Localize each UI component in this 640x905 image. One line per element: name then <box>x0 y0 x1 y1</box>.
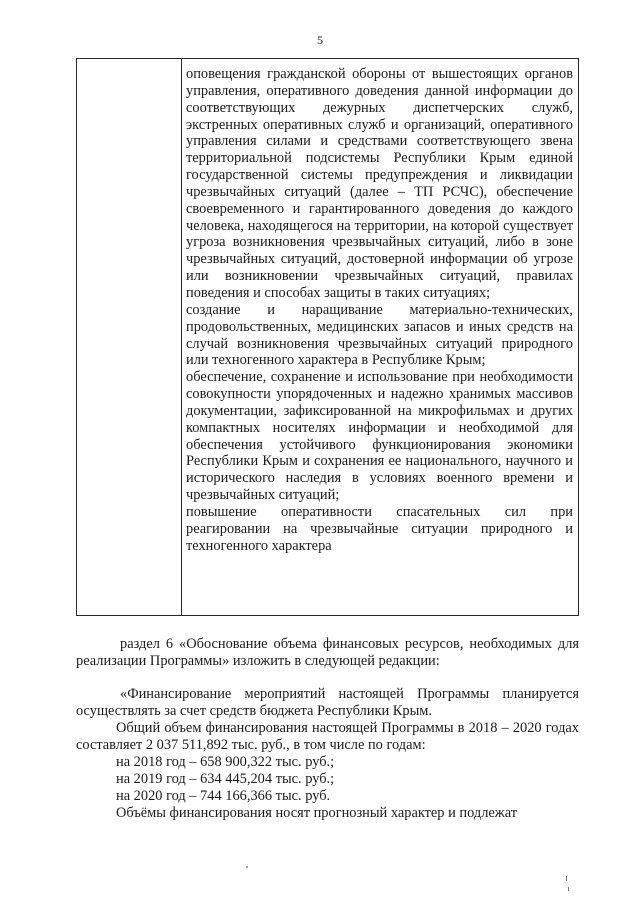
section-intro-text: раздел 6 «Обоснование объема финансовых ресурсов, необходимых для реализации Программы» изложить в следующей редакции: <box>76 636 579 669</box>
financing-intro-text: «Финансирование мероприятий настоящей Программы планируется осуществлять за счет средств бюджета Республики Крым. <box>76 686 579 719</box>
table-paragraph-rescue: повышение оперативности спасательных сил при реагировании на чрезвычайные ситуации природного и техногенного характера <box>186 503 573 554</box>
table-paragraph-documentation: обеспечение, сохранение и использование при необходимости совокупности упорядоченных и надежно хранимых массивов документации, зафиксированной на микрофильмах и других компактных носителях информации и необходимой для обеспечения устойчивого функционирования экономики Республики Крым и сохранения ее национального, научного и исторического наследия в условиях военного времени и чрезвычайных ситуаций; <box>186 369 573 504</box>
program-table <box>76 58 579 616</box>
section-amendment <box>76 636 579 670</box>
year-2020-line: на 2020 год – 744 166,366 тыс. руб. <box>116 788 331 804</box>
scan-artifact-mark <box>568 887 569 891</box>
year-2018-line: на 2018 год – 658 900,322 тыс. руб.; <box>116 754 335 770</box>
total-volume-text: Общий объем финансирования настоящей Программы в 2018 – 2020 годах составляет 2 037 511,892 тыс. руб., в том числе по годам: <box>76 720 579 753</box>
scan-artifact-mark <box>566 876 567 881</box>
table-paragraph-reserves: создание и наращивание материально-технических, продовольственных, медицинских запасов и иных средств на случай возникновения чрезвычайных ситуаций природного или техногенного характера в Республике Крым; <box>186 301 573 369</box>
table-right-column <box>182 59 578 615</box>
page-number: 5 <box>317 33 323 47</box>
table-left-column <box>77 59 182 615</box>
closing-text: Объёмы финансирования носят прогнозный характер и подлежат <box>116 805 518 821</box>
table-paragraph-notification: оповещения гражданской обороны от вышестоящих органов управления, оперативного доведения данной информации до соответствующих дежурных диспетчерских служб, экстренных оперативных служб и организаций, оперативного управления силами и средствами соответствующего звена территориальной подсистемы Республики Крым единой государственной системы предупреждения и ликвидации чрезвычайных ситуаций (далее – ТП РСЧС), обеспечение своевременного и гарантированного доведения до каждого человека, находящегося на территории, на которой существует угроза возникновения чрезвычайных ситуаций, либо в зоне чрезвычайных ситуаций, достоверной информации об угрозе или возникновении чрезвычайных ситуаций, правилах поведения и способах защиты в таких ситуациях; <box>186 66 573 301</box>
scan-artifact-dot <box>246 866 248 868</box>
financing-section <box>76 686 579 822</box>
year-2019-line: на 2019 год – 634 445,204 тыс. руб.; <box>116 771 335 787</box>
